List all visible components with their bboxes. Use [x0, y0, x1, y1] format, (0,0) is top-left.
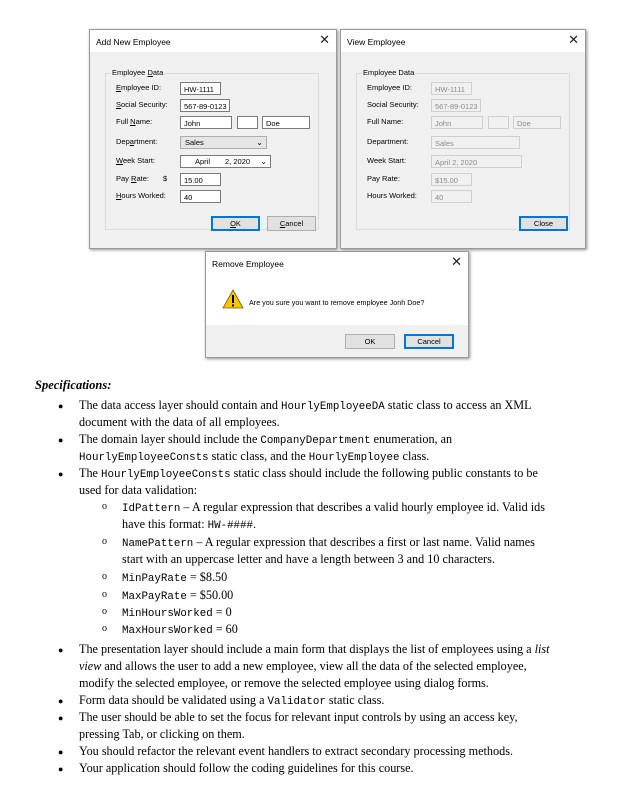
spec-subline: IdPattern – A regular expression that describes a valid hourly employee id. Valid ids: [122, 500, 545, 515]
close-icon[interactable]: ✕: [319, 32, 330, 47]
close-icon[interactable]: ✕: [451, 254, 462, 269]
pay-rate-value: $15.00: [431, 173, 472, 186]
sub-bullet-icon: o: [102, 536, 107, 547]
spec-line: The domain layer should include the CompanyDepartment enumeration, an: [79, 432, 453, 447]
sub-bullet-icon: o: [102, 606, 107, 617]
bullet-icon: ●: [58, 696, 64, 706]
full-name-label: Full Name:: [116, 117, 153, 126]
hours-worked-label: Hours Worked:: [116, 191, 166, 200]
employee-id-label: Employee ID:: [116, 83, 162, 92]
specifications-heading: Specifications:: [35, 378, 112, 392]
add-dialog-titlebar: [90, 30, 336, 52]
view-dialog-body: [341, 52, 585, 248]
ok-button[interactable]: OK: [345, 334, 395, 349]
sub-bullet-icon: o: [102, 501, 107, 512]
bullet-icon: ●: [58, 435, 64, 445]
cancel-button[interactable]: Cancel: [404, 334, 454, 349]
close-icon[interactable]: ✕: [568, 32, 579, 47]
chevron-down-icon: ⌄: [260, 157, 267, 166]
currency-symbol: $: [163, 174, 168, 183]
week-start-month: April: [195, 157, 211, 166]
week-start-day: 2, 2020: [225, 157, 251, 166]
middle-initial-input[interactable]: [237, 116, 258, 129]
bullet-icon: ●: [58, 713, 64, 723]
last-name-value: Doe: [513, 116, 561, 129]
pay-rate-input[interactable]: 15.00: [180, 173, 221, 186]
hours-worked-label: Hours Worked:: [367, 191, 417, 200]
add-dialog-body: [90, 52, 336, 248]
employee-id-value: HW-1111: [431, 82, 472, 95]
spec-line: modify the selected employee, or remove the selected employee using dialog forms.: [79, 676, 489, 690]
remove-dialog-titlebar: [206, 252, 468, 274]
department-label: Department:: [116, 137, 158, 146]
spec-subline: MaxPayRate = $50.00: [122, 588, 234, 603]
spec-line: Form data should be validated using a Validator static class.: [79, 693, 385, 708]
department-label: Department:: [367, 137, 409, 146]
department-select[interactable]: [180, 136, 267, 149]
hours-worked-value: 40: [431, 190, 472, 203]
view-dialog-title: View Employee: [347, 37, 406, 47]
middle-initial-value: [488, 116, 509, 129]
last-name-input[interactable]: Doe: [262, 116, 310, 129]
spec-line: pressing Tab, or clicking on them.: [79, 727, 245, 741]
bullet-icon: ●: [58, 401, 64, 411]
view-employee-dialog: [340, 29, 586, 249]
sub-bullet-icon: o: [102, 589, 107, 600]
first-name-input[interactable]: John: [180, 116, 232, 129]
remove-dialog-message-area: [206, 274, 468, 325]
group-title: Employee Data: [112, 68, 164, 77]
spec-line: view and allows the user to add a new employee, view all the data of the selected employee,: [79, 659, 527, 673]
spec-subline: MinPayRate = $8.50: [122, 570, 228, 585]
pay-rate-label: Pay Rate:: [116, 174, 149, 183]
bullet-icon: ●: [58, 764, 64, 774]
spec-line: Your application should follow the coding guidelines for this course.: [79, 761, 414, 775]
employee-data-group: [356, 68, 570, 230]
add-dialog-title: Add New Employee: [96, 37, 171, 47]
sub-bullet-icon: o: [102, 571, 107, 582]
remove-dialog-button-area: [206, 325, 468, 357]
spec-subline: start with an uppercase letter and have a length between 3 and 10 characters.: [122, 552, 495, 566]
remove-dialog-title: Remove Employee: [212, 259, 284, 269]
add-employee-dialog: [89, 29, 337, 249]
week-start-label: Week Start:: [367, 156, 407, 165]
spec-line: The HourlyEmployeeConsts static class should include the following public constants to be: [79, 466, 538, 481]
department-select-value: Sales: [185, 138, 204, 147]
spec-line: The data access layer should contain and HourlyEmployeeDA static class to access an XML: [79, 398, 532, 413]
spec-line: used for data validation:: [79, 483, 198, 497]
spec-subline: MaxHoursWorked = 60: [122, 622, 238, 637]
bullet-icon: ●: [58, 469, 64, 479]
spec-subline: MinHoursWorked = 0: [122, 605, 232, 620]
ssn-label: Social Security:: [116, 100, 168, 109]
spec-line: document with the data of all employees.: [79, 415, 280, 429]
ssn-label: Social Security:: [367, 100, 419, 109]
full-name-label: Full Name:: [367, 117, 404, 126]
bullet-icon: ●: [58, 645, 64, 655]
employee-id-label: Employee ID:: [367, 83, 413, 92]
ok-button[interactable]: OK: [211, 216, 260, 231]
week-start-datepicker[interactable]: [180, 155, 271, 168]
warning-icon: [222, 289, 244, 309]
department-value: Sales: [431, 136, 520, 149]
week-start-label: Week Start:: [116, 156, 156, 165]
employee-id-input[interactable]: HW-1111: [180, 82, 221, 95]
cancel-button[interactable]: Cancel: [267, 216, 316, 231]
spec-subline: NamePattern – A regular expression that describes a first or last name. Valid names: [122, 535, 535, 550]
chevron-down-icon: ⌄: [256, 138, 263, 147]
week-start-value: April 2, 2020: [431, 155, 522, 168]
spec-subline: have this format: HW-####.: [122, 517, 257, 532]
ssn-value: 567-89-0123: [431, 99, 481, 112]
bullet-icon: ●: [58, 747, 64, 757]
spec-line: You should refactor the relevant event handlers to extract secondary processing methods.: [79, 744, 513, 758]
hours-worked-input[interactable]: 40: [180, 190, 221, 203]
pay-rate-label: Pay Rate:: [367, 174, 400, 183]
ssn-input[interactable]: 567-89-0123: [180, 99, 230, 112]
spec-line: HourlyEmployeeConsts static class, and the HourlyEmployee class.: [79, 449, 430, 464]
group-title: Employee Data: [363, 68, 415, 77]
employee-data-group: [105, 68, 319, 230]
spec-line: The presentation layer should include a main form that displays the list of employees using a list: [79, 642, 550, 656]
first-name-value: John: [431, 116, 483, 129]
sub-bullet-icon: o: [102, 623, 107, 634]
view-dialog-titlebar: [341, 30, 585, 52]
remove-employee-dialog: [205, 251, 469, 358]
remove-confirm-message: Are you sure you want to remove employee Jonh Doe?: [249, 298, 425, 307]
spec-line: The user should be able to set the focus for relevant input controls by using an access key,: [79, 710, 518, 724]
close-button[interactable]: Close: [519, 216, 568, 231]
